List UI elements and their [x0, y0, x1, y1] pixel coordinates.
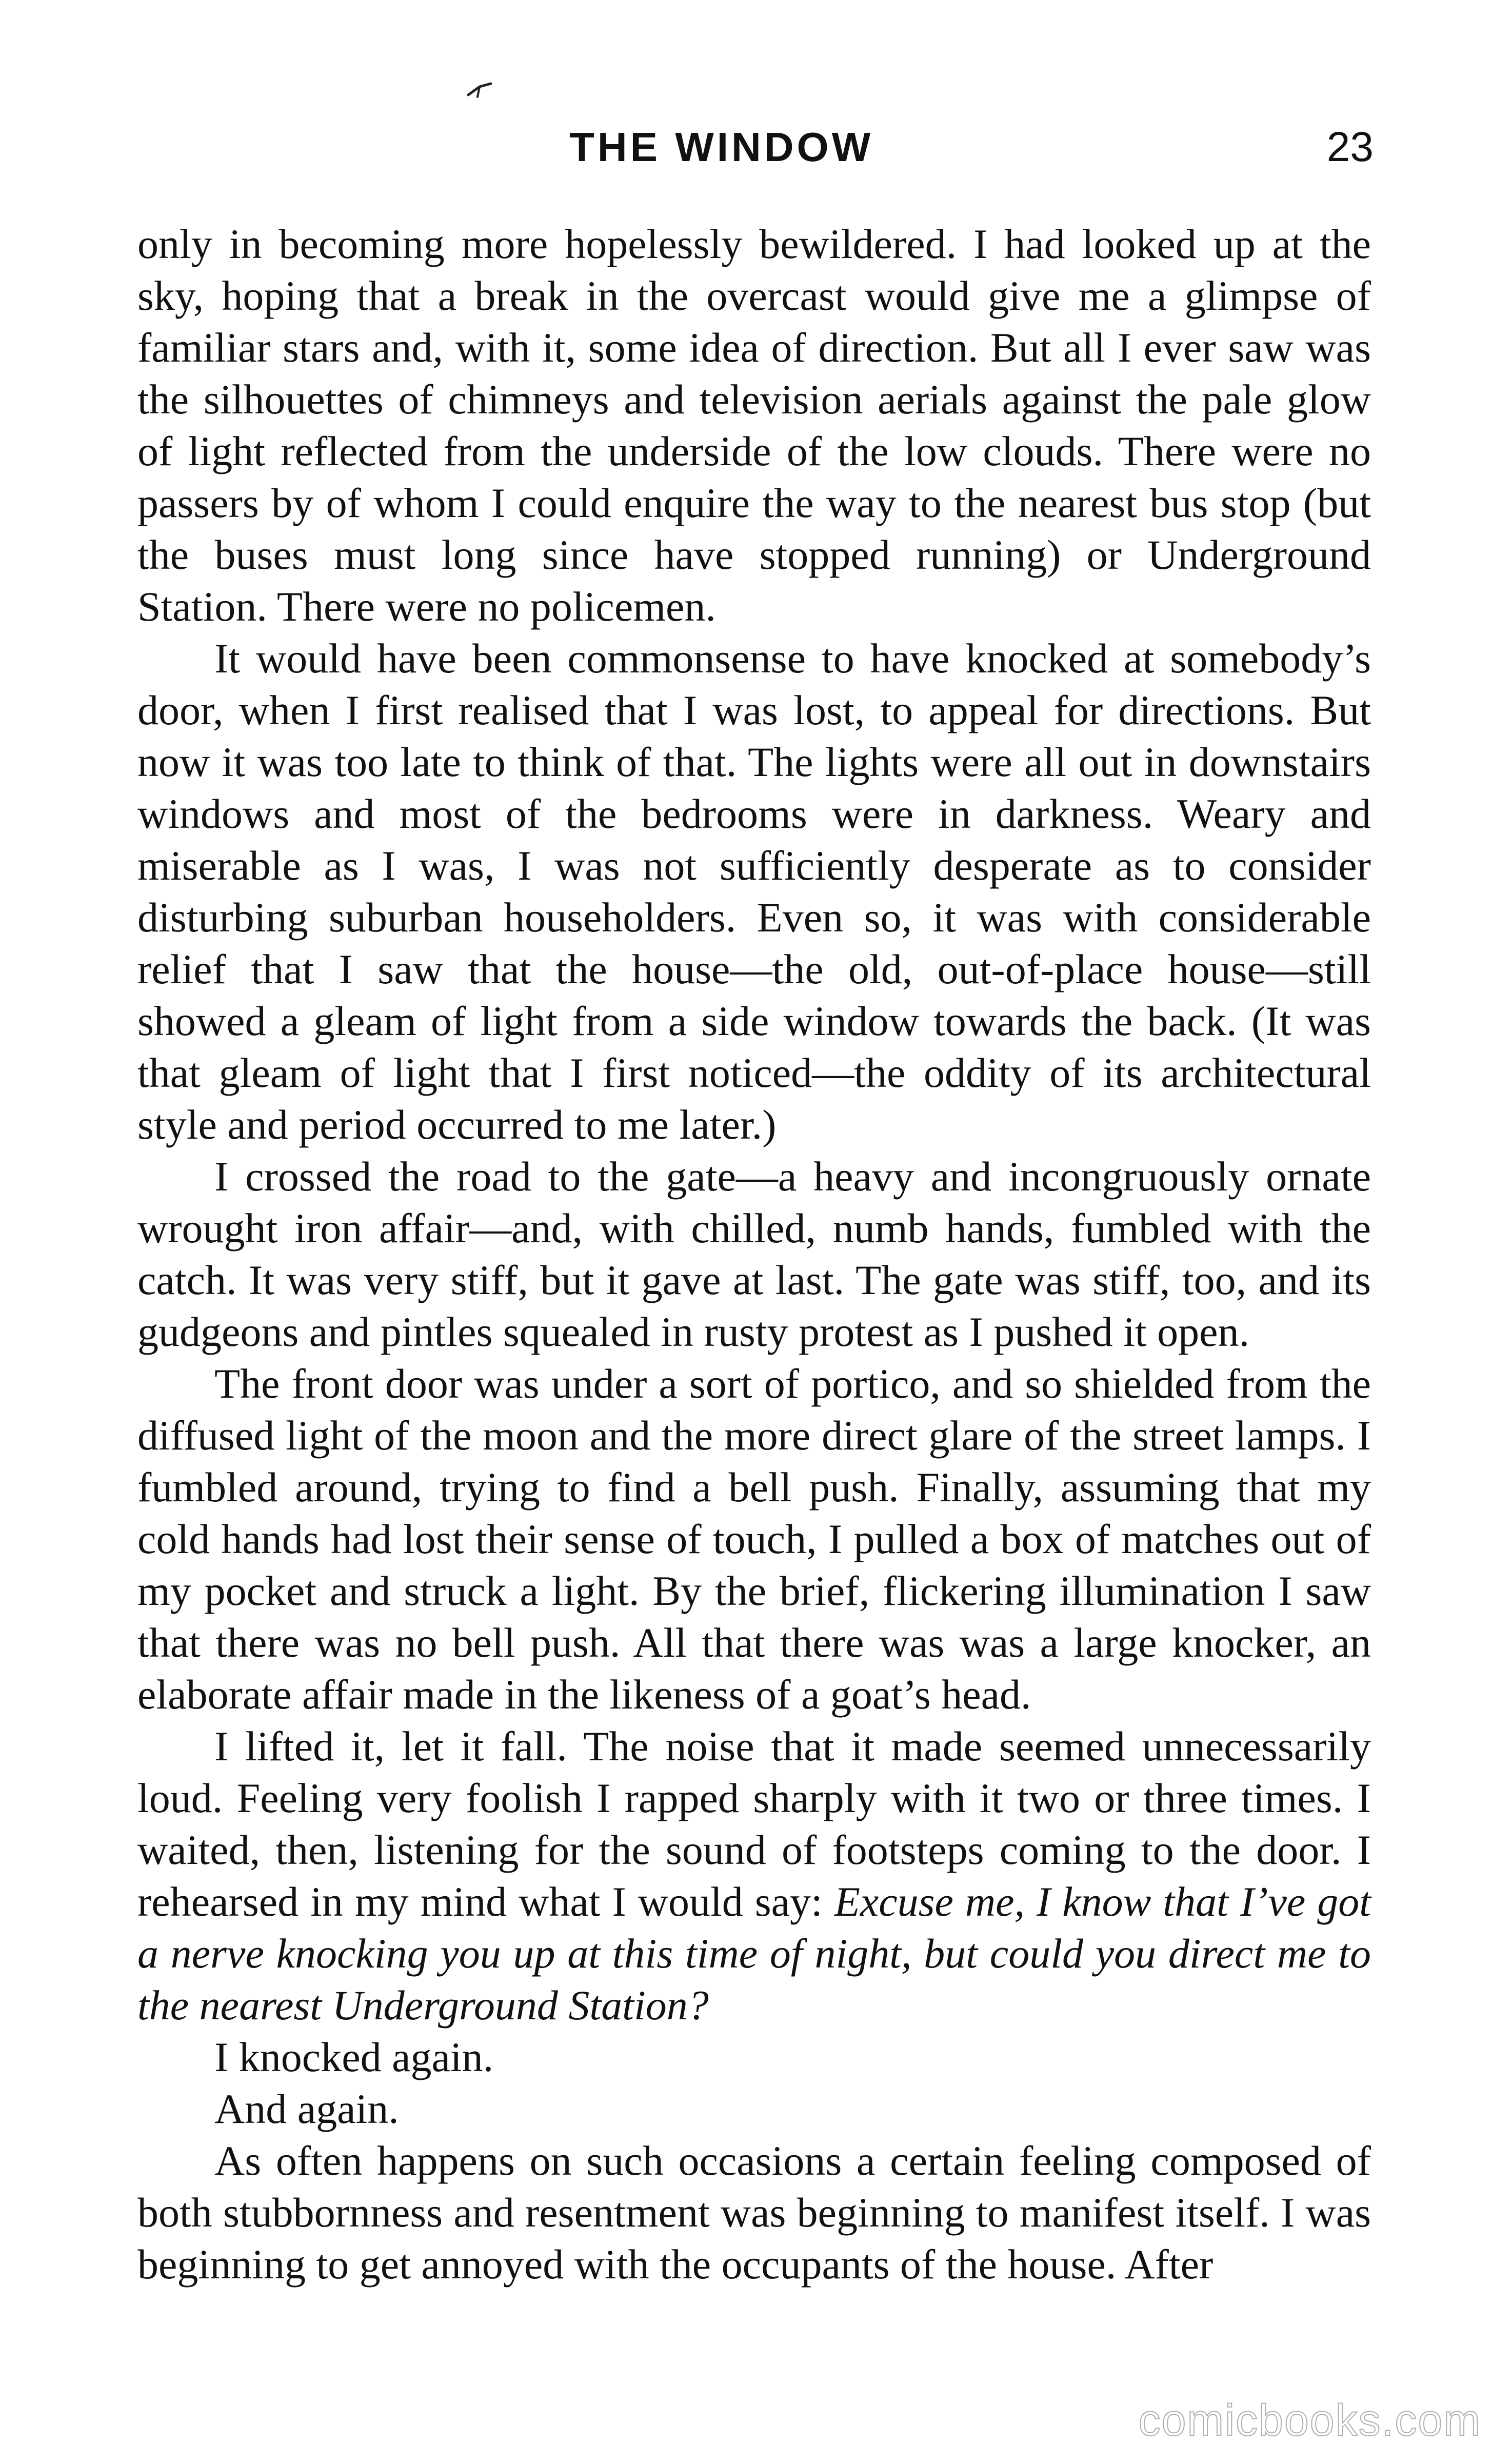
paragraph-2: It would have been commonsense to have knocked at somebody’s door, when I first realised that I was lost, to appeal for directions. But now it was too late to think of that. The lights were all out in downstairs windows and most of the bedrooms were in darkness. Weary and miserable as I was, I was not sufficiently desperate as to consider disturbing suburban householders. Even so, it was with considerable relief that I saw that the house—the old, out-of-place house—still showed a gleam of light from a side window towards the back. (It was that gleam of light that I first noticed—the oddity of its architectural style and period occurred to me later.) — [137, 635, 1371, 1148]
running-title: THE WINDOW — [569, 124, 874, 170]
body-text — [137, 218, 1371, 2290]
paragraph-4: The front door was under a sort of portico, and so shielded from the diffused light of the moon and the more direct glare of the street lamps. I fumbled around, trying to find a bell push. Finally, assuming that my cold hands had lost their sense of touch, I pulled a box of matches out of my pocket and struck a light. By the brief, flickering illumination I saw that there was no bell push. All that there was was a large knocker, an elaborate affair made in the likeness of a goat’s head. — [137, 1360, 1371, 1718]
watermark: comicbooks.com — [1138, 2396, 1481, 2445]
paragraph-5 — [137, 1720, 1371, 2031]
stray-ink-mark — [464, 80, 495, 100]
paragraph-6: I knocked again. — [214, 2034, 494, 2080]
paragraph-1: only in becoming more hopelessly bewildered. I had looked up at the sky, hoping that a break in the overcast would give me a glimpse of familiar stars and, with it, some idea of direction. But all I ever saw was the silhouettes of chimneys and television aerials against the pale glow of light reflected from the underside of the low clouds. There were no passers by of whom I could enquire the way to the nearest bus stop (but the buses must long since have stopped running) or Underground Station. There were no policemen. — [137, 221, 1371, 630]
page-number: 23 — [1326, 124, 1374, 170]
paragraph-8: As often happens on such occasions a certain feeling composed of both stubbornness and resentment was beginning to manifest itself. I was beginning to get annoyed with the occupants of the house. After — [137, 2137, 1371, 2288]
paragraph-3: I crossed the road to the gate—a heavy and incongruously ornate wrought iron affair—and, with chilled, numb hands, fumbled with the catch. It was very stiff, but it gave at last. The gate was stiff, too, and its gudgeons and pintles squealed in rusty protest as I pushed it open. — [137, 1153, 1371, 1355]
paragraph-5-italic: Excuse me, I know that I’ve got a nerve knocking you up at this time of night, but could you direct me to the nearest Underground Station? — [137, 1878, 1371, 2029]
paragraph-7: And again. — [214, 2085, 399, 2132]
paragraph-5-text: I lifted it, let it fall. The noise that it made seemed unnecessarily loud. Feeling very foolish I rapped sharply with it two or three times. I waited, then, listening for the sound of footsteps coming to the door. I rehearsed in my mind what I would say: — [137, 1723, 1371, 1925]
